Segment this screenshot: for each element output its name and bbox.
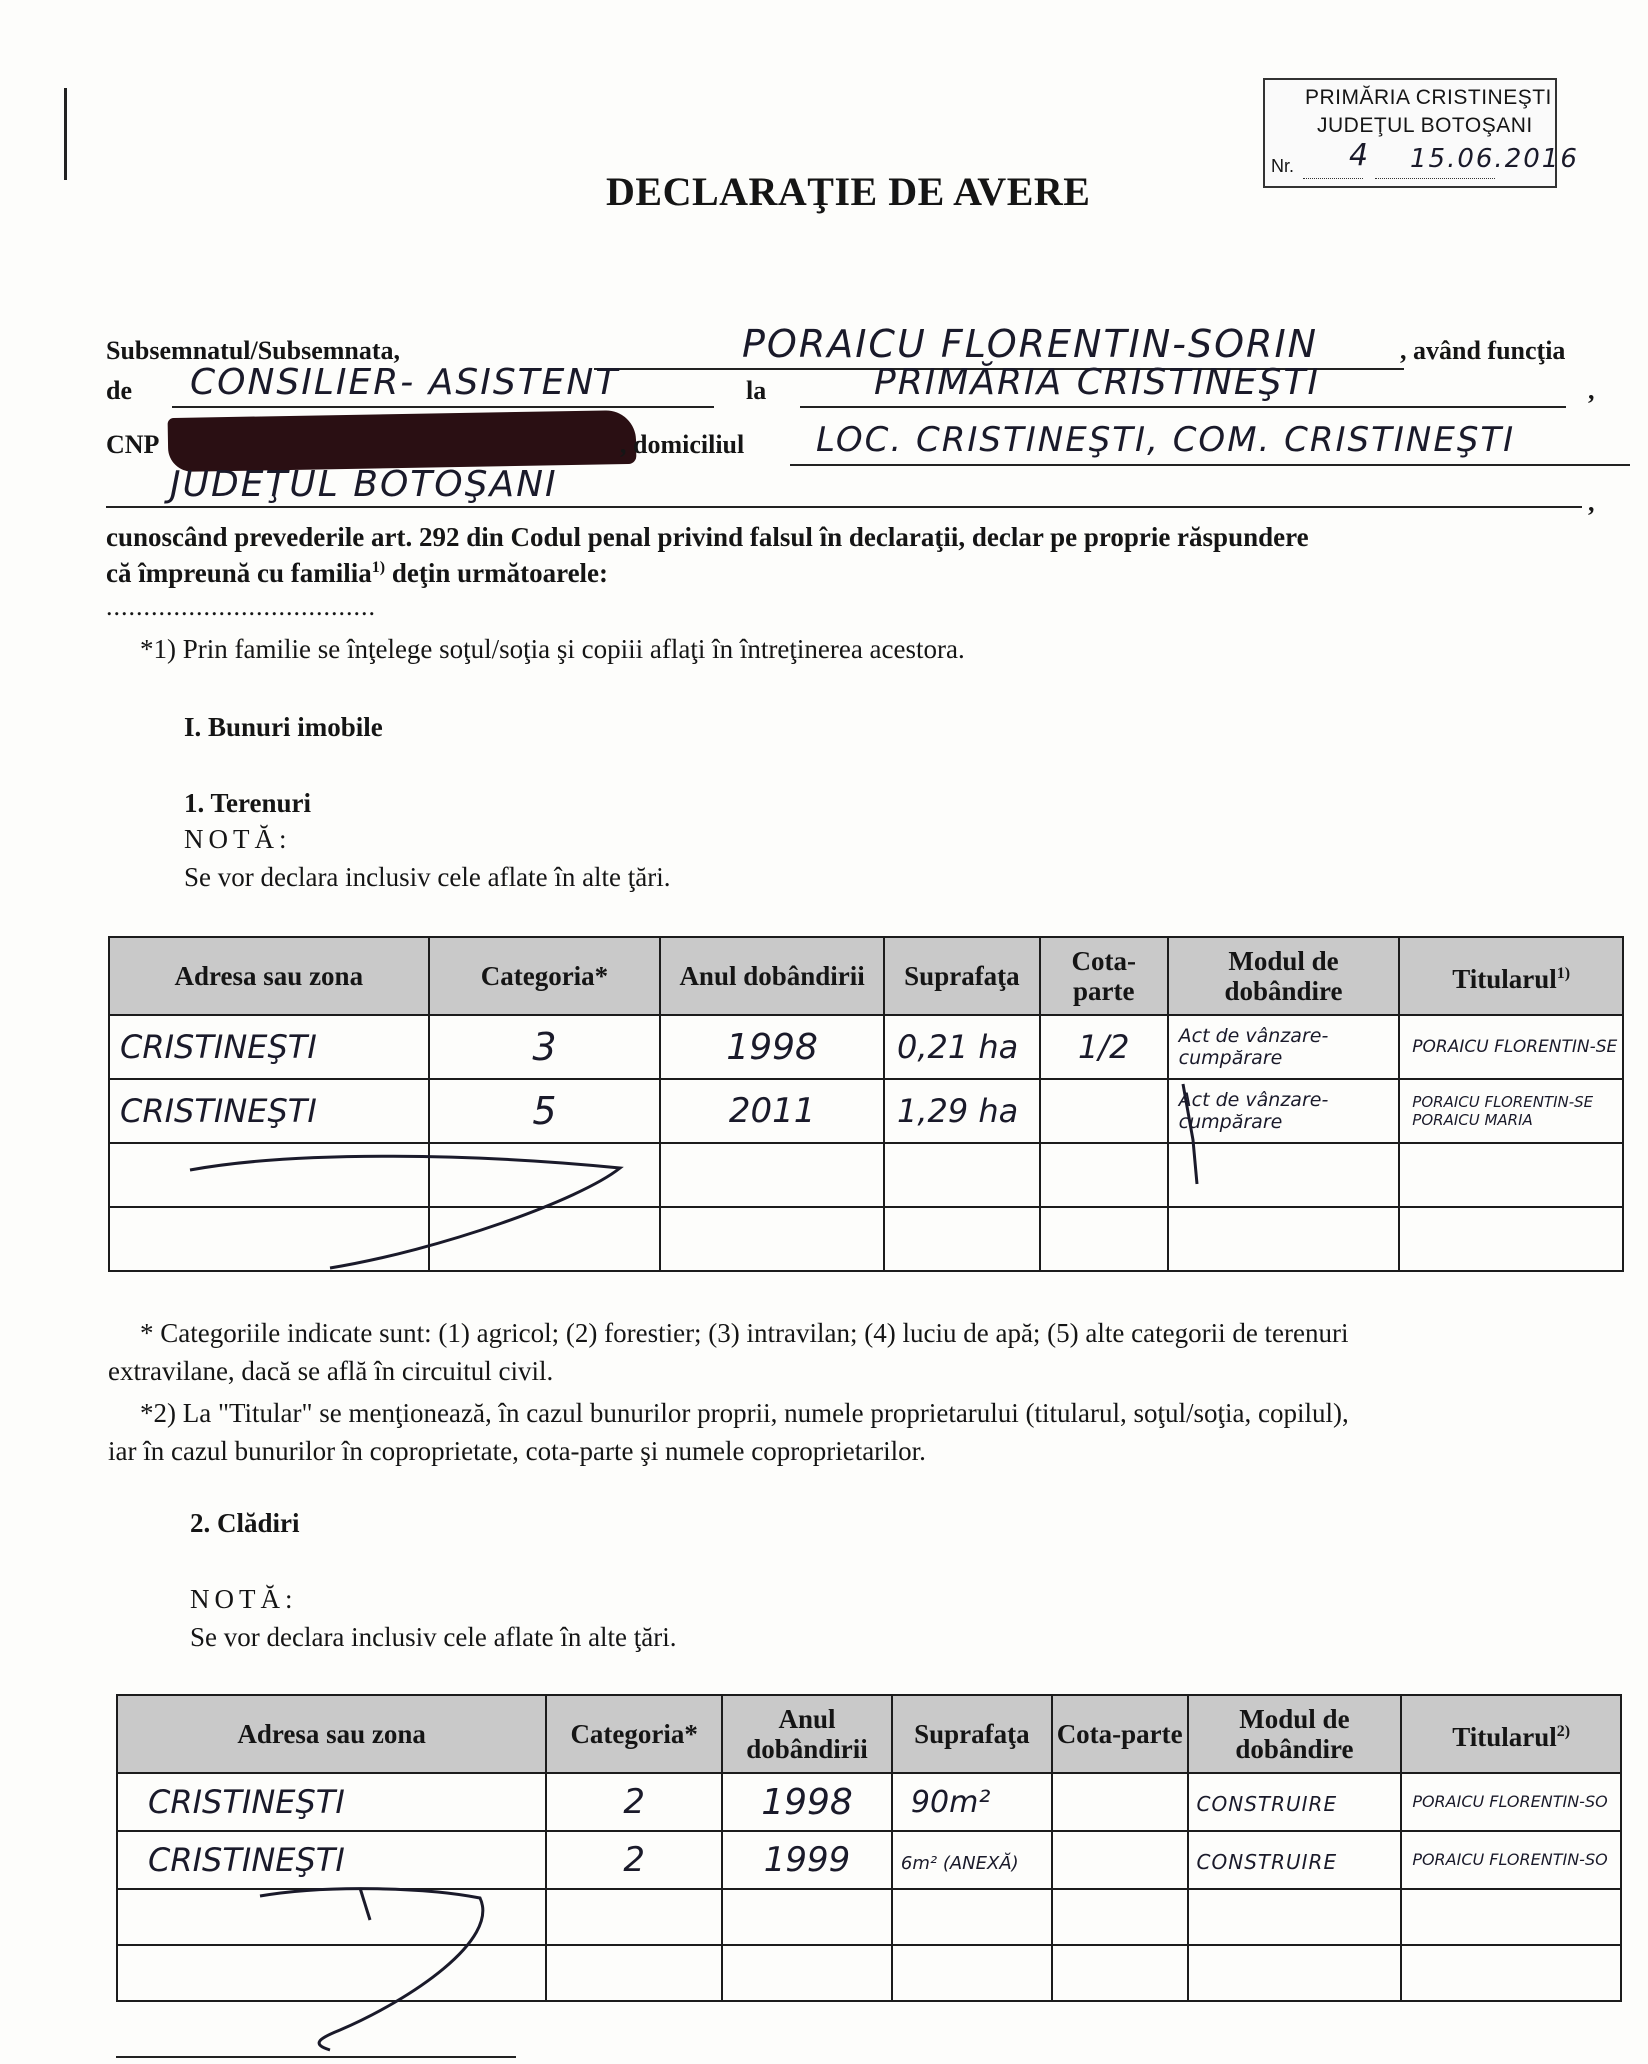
terenuri-nota-text: Se vor declara inclusiv cele aflate în alte ţări. [184, 862, 671, 892]
cladiri-header-cota: Cota-parte [1052, 1695, 1188, 1773]
la-label: la [746, 376, 767, 405]
table-cell: 2011 [728, 1091, 816, 1131]
comma-1: , [1588, 376, 1595, 405]
table-cell: CRISTINEŞTI [120, 1092, 317, 1130]
section-terenuri: 1. Terenuri [184, 788, 312, 818]
terenuri-header-cota: Cota-parte [1040, 937, 1168, 1015]
domiciliul-underline [790, 464, 1630, 466]
name-value: PORAICU FLORENTIN-SORIN [742, 322, 1319, 366]
table-row [109, 1079, 1623, 1143]
cancellation-stroke [180, 1140, 640, 1280]
table-cell: CONSTRUIRE [1196, 1850, 1338, 1874]
categorii-footnote-2: extravilane, dacă se află în circuitul civil. [108, 1356, 554, 1386]
titular-label: Titularul [1452, 1721, 1557, 1752]
stamp-line-2: JUDEŢUL BOTOŞANI [1317, 114, 1533, 137]
statement-part-a: că împreună cu familia [106, 558, 372, 588]
terenuri-header-titular [1399, 937, 1623, 1015]
titular-footnote-2: iar în cazul bunurilor în coproprietate, cota-parte şi numele coproprietarilor. [108, 1436, 926, 1466]
table-cell: 1998 [726, 1026, 818, 1068]
stamp-line-1: PRIMĂRIA CRISTINEŞTI [1305, 86, 1552, 109]
table-cell: Act de vânzare-cumpărare [1178, 1025, 1329, 1069]
de-label: de [106, 376, 132, 405]
cladiri-nota-text: Se vor declara inclusiv cele aflate în alte ţări. [190, 1622, 677, 1652]
la-underline [800, 406, 1566, 408]
terenuri-header-adresa: Adresa sau zona [109, 937, 429, 1015]
la-value: PRIMĂRIA CRISTINEŞTI [874, 362, 1321, 403]
table-cell: 2 [623, 1782, 645, 1822]
table-cell: PORAICU FLORENTIN-SO [1412, 1792, 1608, 1811]
cladiri-header-adresa: Adresa sau zona [117, 1695, 546, 1773]
cladiri-header-categoria: Categoria* [546, 1695, 722, 1773]
domiciliul-underline-2 [106, 506, 1582, 508]
table-cell: 6m² (ANEXĂ) [900, 1853, 1019, 1874]
cladiri-header-suprafata: Suprafaţa [892, 1695, 1052, 1773]
functia-underline [172, 406, 714, 408]
cladiri-header-modul: Modul de dobândire [1188, 1695, 1402, 1773]
stamp-nr-value: 4 [1349, 138, 1371, 173]
terenuri-nota: NOTĂ: [184, 824, 292, 854]
cladiri-nota: NOTĂ: [190, 1584, 298, 1614]
titular-superscript: 1) [1556, 964, 1571, 982]
table-cell: Act de vânzare-cumpărare [1178, 1089, 1329, 1133]
table-cell: 5 [532, 1089, 557, 1133]
table-cell: 1/2 [1078, 1028, 1130, 1066]
table-cell: PORAICU FLORENTIN-SO [1412, 1850, 1608, 1869]
table-cell: PORAICU FLORENTIN-SE [1412, 1037, 1618, 1057]
domiciliul-value: LOC. CRISTINEŞTI, COM. CRISTINEŞTI [816, 420, 1516, 460]
section-cladiri: 2. Clădiri [190, 1508, 300, 1538]
page-title: DECLARAŢIE DE AVERE [606, 169, 1091, 214]
cladiri-header-anul: Anul dobândirii [722, 1695, 892, 1773]
terenuri-header-categoria: Categoria* [429, 937, 661, 1015]
table-cell: 1998 [761, 1781, 853, 1823]
handwritten-mark [1175, 1080, 1215, 1190]
table-cell: 1999 [763, 1840, 851, 1880]
domiciliul-label: , domiciliul [620, 430, 745, 459]
statement-line-1: cunoscând prevederile art. 292 din Codul penal privind falsul în declaraţii, declar pe proprie răspundere [106, 522, 1309, 552]
terenuri-header-modul: Modul de dobândire [1168, 937, 1400, 1015]
functia-value: CONSILIER- ASISTENT [190, 362, 620, 403]
subsemnatul-label: Subsemnatul/Subsemnata, [106, 336, 401, 365]
table-cell: CONSTRUIRE [1196, 1792, 1338, 1816]
avand-functia-label: , având funcţia [1400, 336, 1566, 365]
table-row [109, 1015, 1623, 1079]
dotted-separator: .................................... [106, 592, 376, 621]
statement-line-2 [106, 558, 608, 589]
stamp-date: 15.06.2016 [1410, 144, 1579, 174]
comma-2: , [1588, 488, 1595, 517]
cnp-redaction [168, 410, 637, 472]
table-cell: 0,21 ha [896, 1028, 1019, 1066]
footnote-family: *1) Prin familie se înţelege soţul/soţia şi copiii aflaţi în întreţinerea acestora. [140, 634, 965, 664]
titular-superscript: 2) [1556, 1722, 1571, 1740]
margin-mark [64, 88, 67, 180]
table-cell: CRISTINEŞTI [148, 1783, 345, 1821]
table-cell: 3 [532, 1025, 557, 1069]
stamp-nr-label: Nr. [1271, 156, 1295, 176]
terenuri-header-suprafata: Suprafaţa [884, 937, 1040, 1015]
statement-part-b: deţin următoarele: [385, 558, 609, 588]
registration-stamp [1263, 78, 1579, 188]
titular-footnote-1: *2) La "Titular" se menţionează, în cazul bunurilor proprii, numele proprietarului (titularul, soţul/soţia, copilul), [140, 1398, 1349, 1428]
cnp-label: CNP [106, 430, 160, 459]
titular-label: Titularul [1452, 963, 1557, 994]
table-row [117, 1773, 1621, 1831]
terenuri-header-anul: Anul dobândirii [660, 937, 884, 1015]
table-cell: 2 [623, 1840, 645, 1880]
domiciliul-value-2: JUDEŢUL BOTOŞANI [170, 464, 558, 505]
statement-superscript: 1) [371, 559, 386, 576]
table-cell: 1,29 ha [896, 1092, 1019, 1130]
section-bunuri-imobile: I. Bunuri imobile [184, 712, 383, 742]
footnote-separator [116, 2056, 516, 2058]
categorii-footnote-1: * Categoriile indicate sunt: (1) agricol; (2) forestier; (3) intravilan; (4) luciu de apă; (5) alte categorii de terenuri [140, 1318, 1349, 1348]
table-cell: CRISTINEŞTI [148, 1841, 345, 1879]
table-cell: 90m² [910, 1784, 991, 1820]
cancellation-stroke [250, 1880, 530, 2060]
table-cell: PORAICU FLORENTIN-SE PORAICU MARIA [1412, 1093, 1594, 1129]
table-cell: CRISTINEŞTI [120, 1028, 317, 1066]
cladiri-header-titular [1401, 1695, 1621, 1773]
